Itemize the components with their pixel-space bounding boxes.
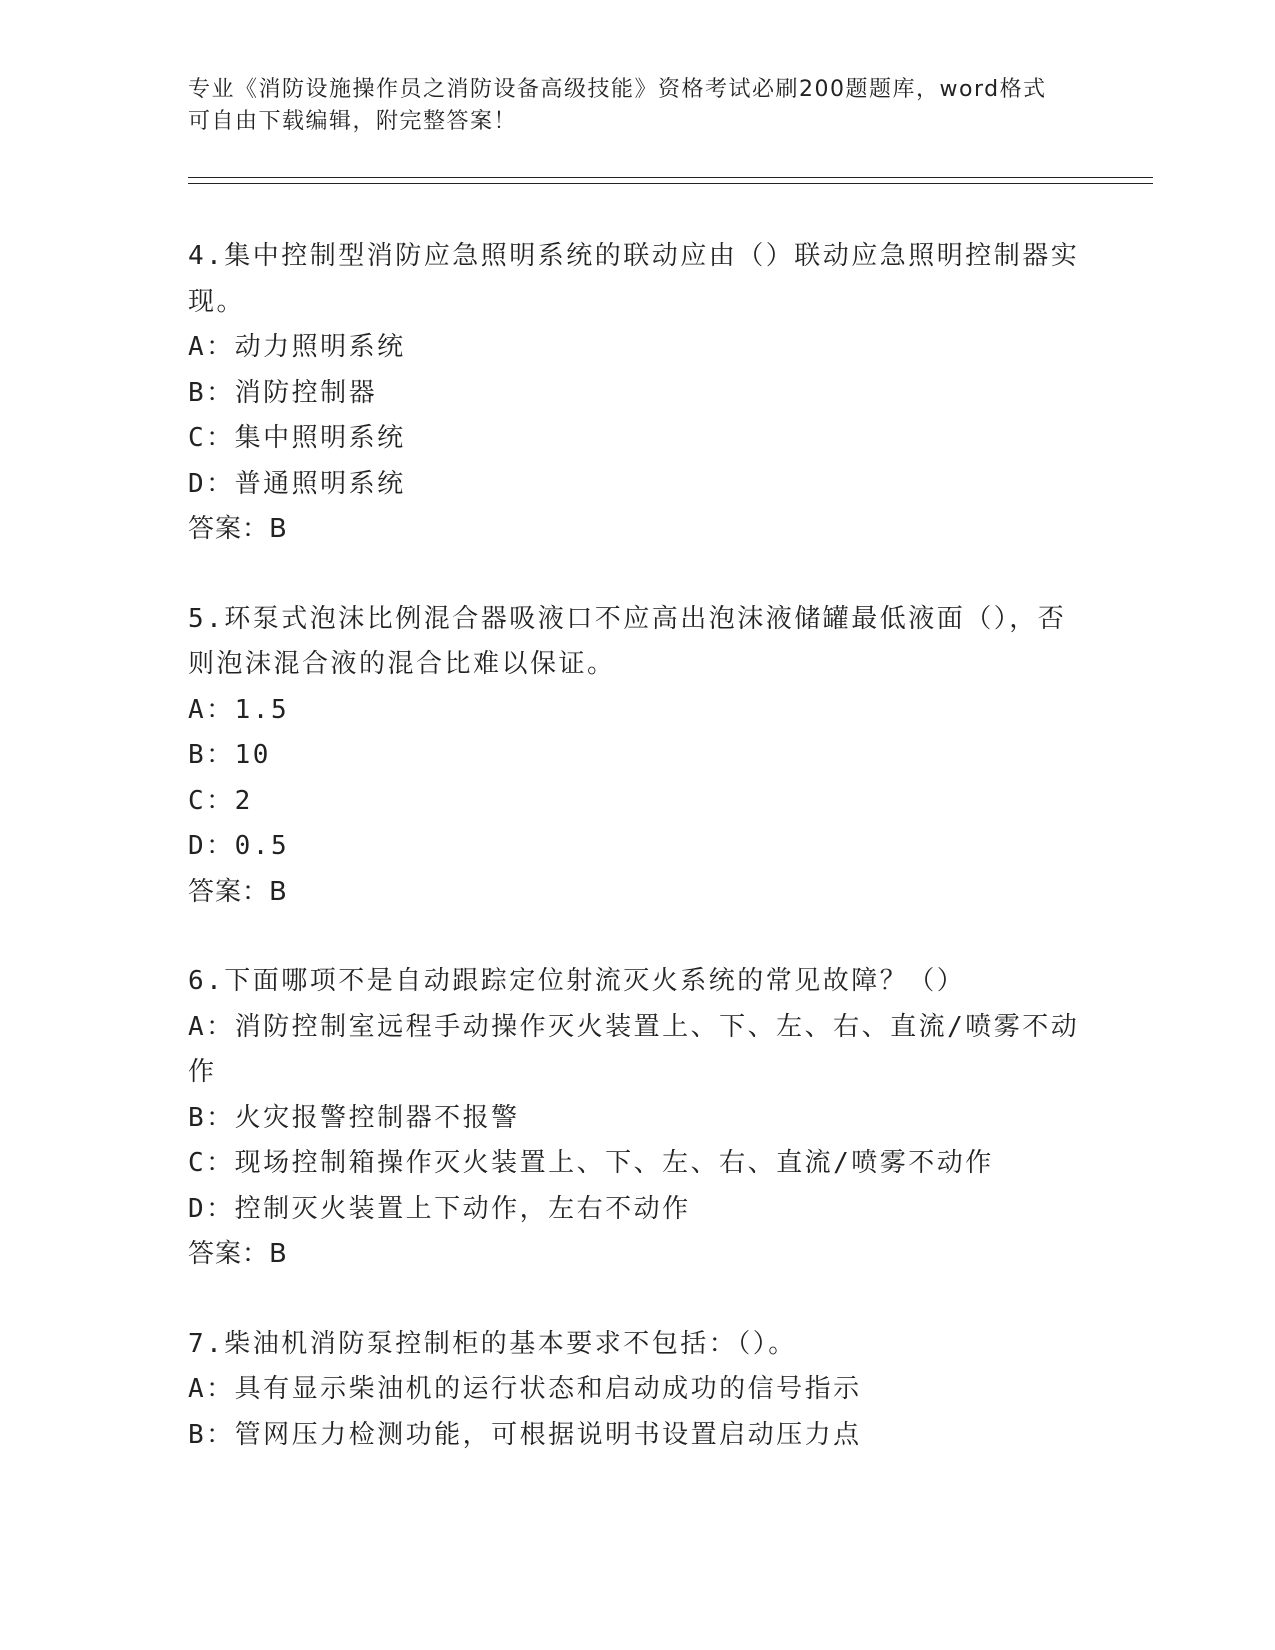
- header-divider-top: [188, 177, 1153, 178]
- question-4-answer-value: B: [269, 514, 288, 544]
- question-6-answer: [188, 1232, 1088, 1278]
- question-5-answer-value: B: [269, 876, 288, 907]
- question-4-answer: [188, 507, 1088, 553]
- question-4-option-a: A：动力照明系统: [188, 332, 406, 362]
- question-5-option-a: A：1.5: [188, 694, 290, 725]
- question-5-option-c: C：2: [188, 785, 253, 816]
- question-4-text: 4.集中控制型消防应急照明系统的联动应由（）联动应急照明控制器实现。: [188, 241, 1080, 317]
- question-6-option-c: C：现场控制箱操作灭火装置上、下、左、右、直流/喷雾不动作: [188, 1148, 994, 1178]
- question-5: [188, 597, 1088, 916]
- question-6: [188, 959, 1088, 1278]
- question-7-text: 7.柴油机消防泵控制柜的基本要求不包括：（）。: [188, 1328, 797, 1359]
- answer-label: 答案：: [188, 1239, 270, 1269]
- answer-label: 答案：: [188, 876, 270, 907]
- question-4-option-c: C：集中照明系统: [188, 423, 406, 453]
- question-7: [188, 1322, 1088, 1459]
- question-7-option-b: B：管网压力检测功能，可根据说明书设置启动压力点: [188, 1419, 862, 1450]
- question-6-option-d: D：控制灭火装置上下动作，左右不动作: [188, 1193, 691, 1224]
- question-6-option-b: B：火灾报警控制器不报警: [188, 1102, 520, 1133]
- question-5-text: 5.环泵式泡沫比例混合器吸液口不应高出泡沫液储罐最低液面（），否则泡沫混合液的混合比难以保证。: [188, 603, 1067, 679]
- question-7-option-a: A：具有显示柴油机的运行状态和启动成功的信号指示: [188, 1374, 862, 1404]
- question-5-option-d: D：0.5: [188, 831, 290, 861]
- question-4-option-b: B：消防控制器: [188, 377, 378, 408]
- question-6-option-a: A：消防控制室远程手动操作灭火装置上、下、左、右、直流/喷雾不动作: [188, 1011, 1080, 1087]
- question-4: [188, 234, 1088, 553]
- question-5-answer: [188, 870, 1088, 916]
- document-header: 专业《消防设施操作员之消防设备高级技能》资格考试必刷200题题库，word格式可自由下载编辑，附完整答案！: [188, 77, 1047, 134]
- question-list: [188, 234, 1088, 1502]
- question-6-text: 6.下面哪项不是自动跟踪定位射流灭火系统的常见故障？（）: [188, 966, 966, 996]
- question-6-answer-value: B: [269, 1239, 288, 1269]
- header-divider-bottom: [188, 183, 1153, 184]
- question-4-option-d: D：普通照明系统: [188, 468, 406, 499]
- question-5-option-b: B：10: [188, 740, 271, 770]
- answer-label: 答案：: [188, 514, 270, 544]
